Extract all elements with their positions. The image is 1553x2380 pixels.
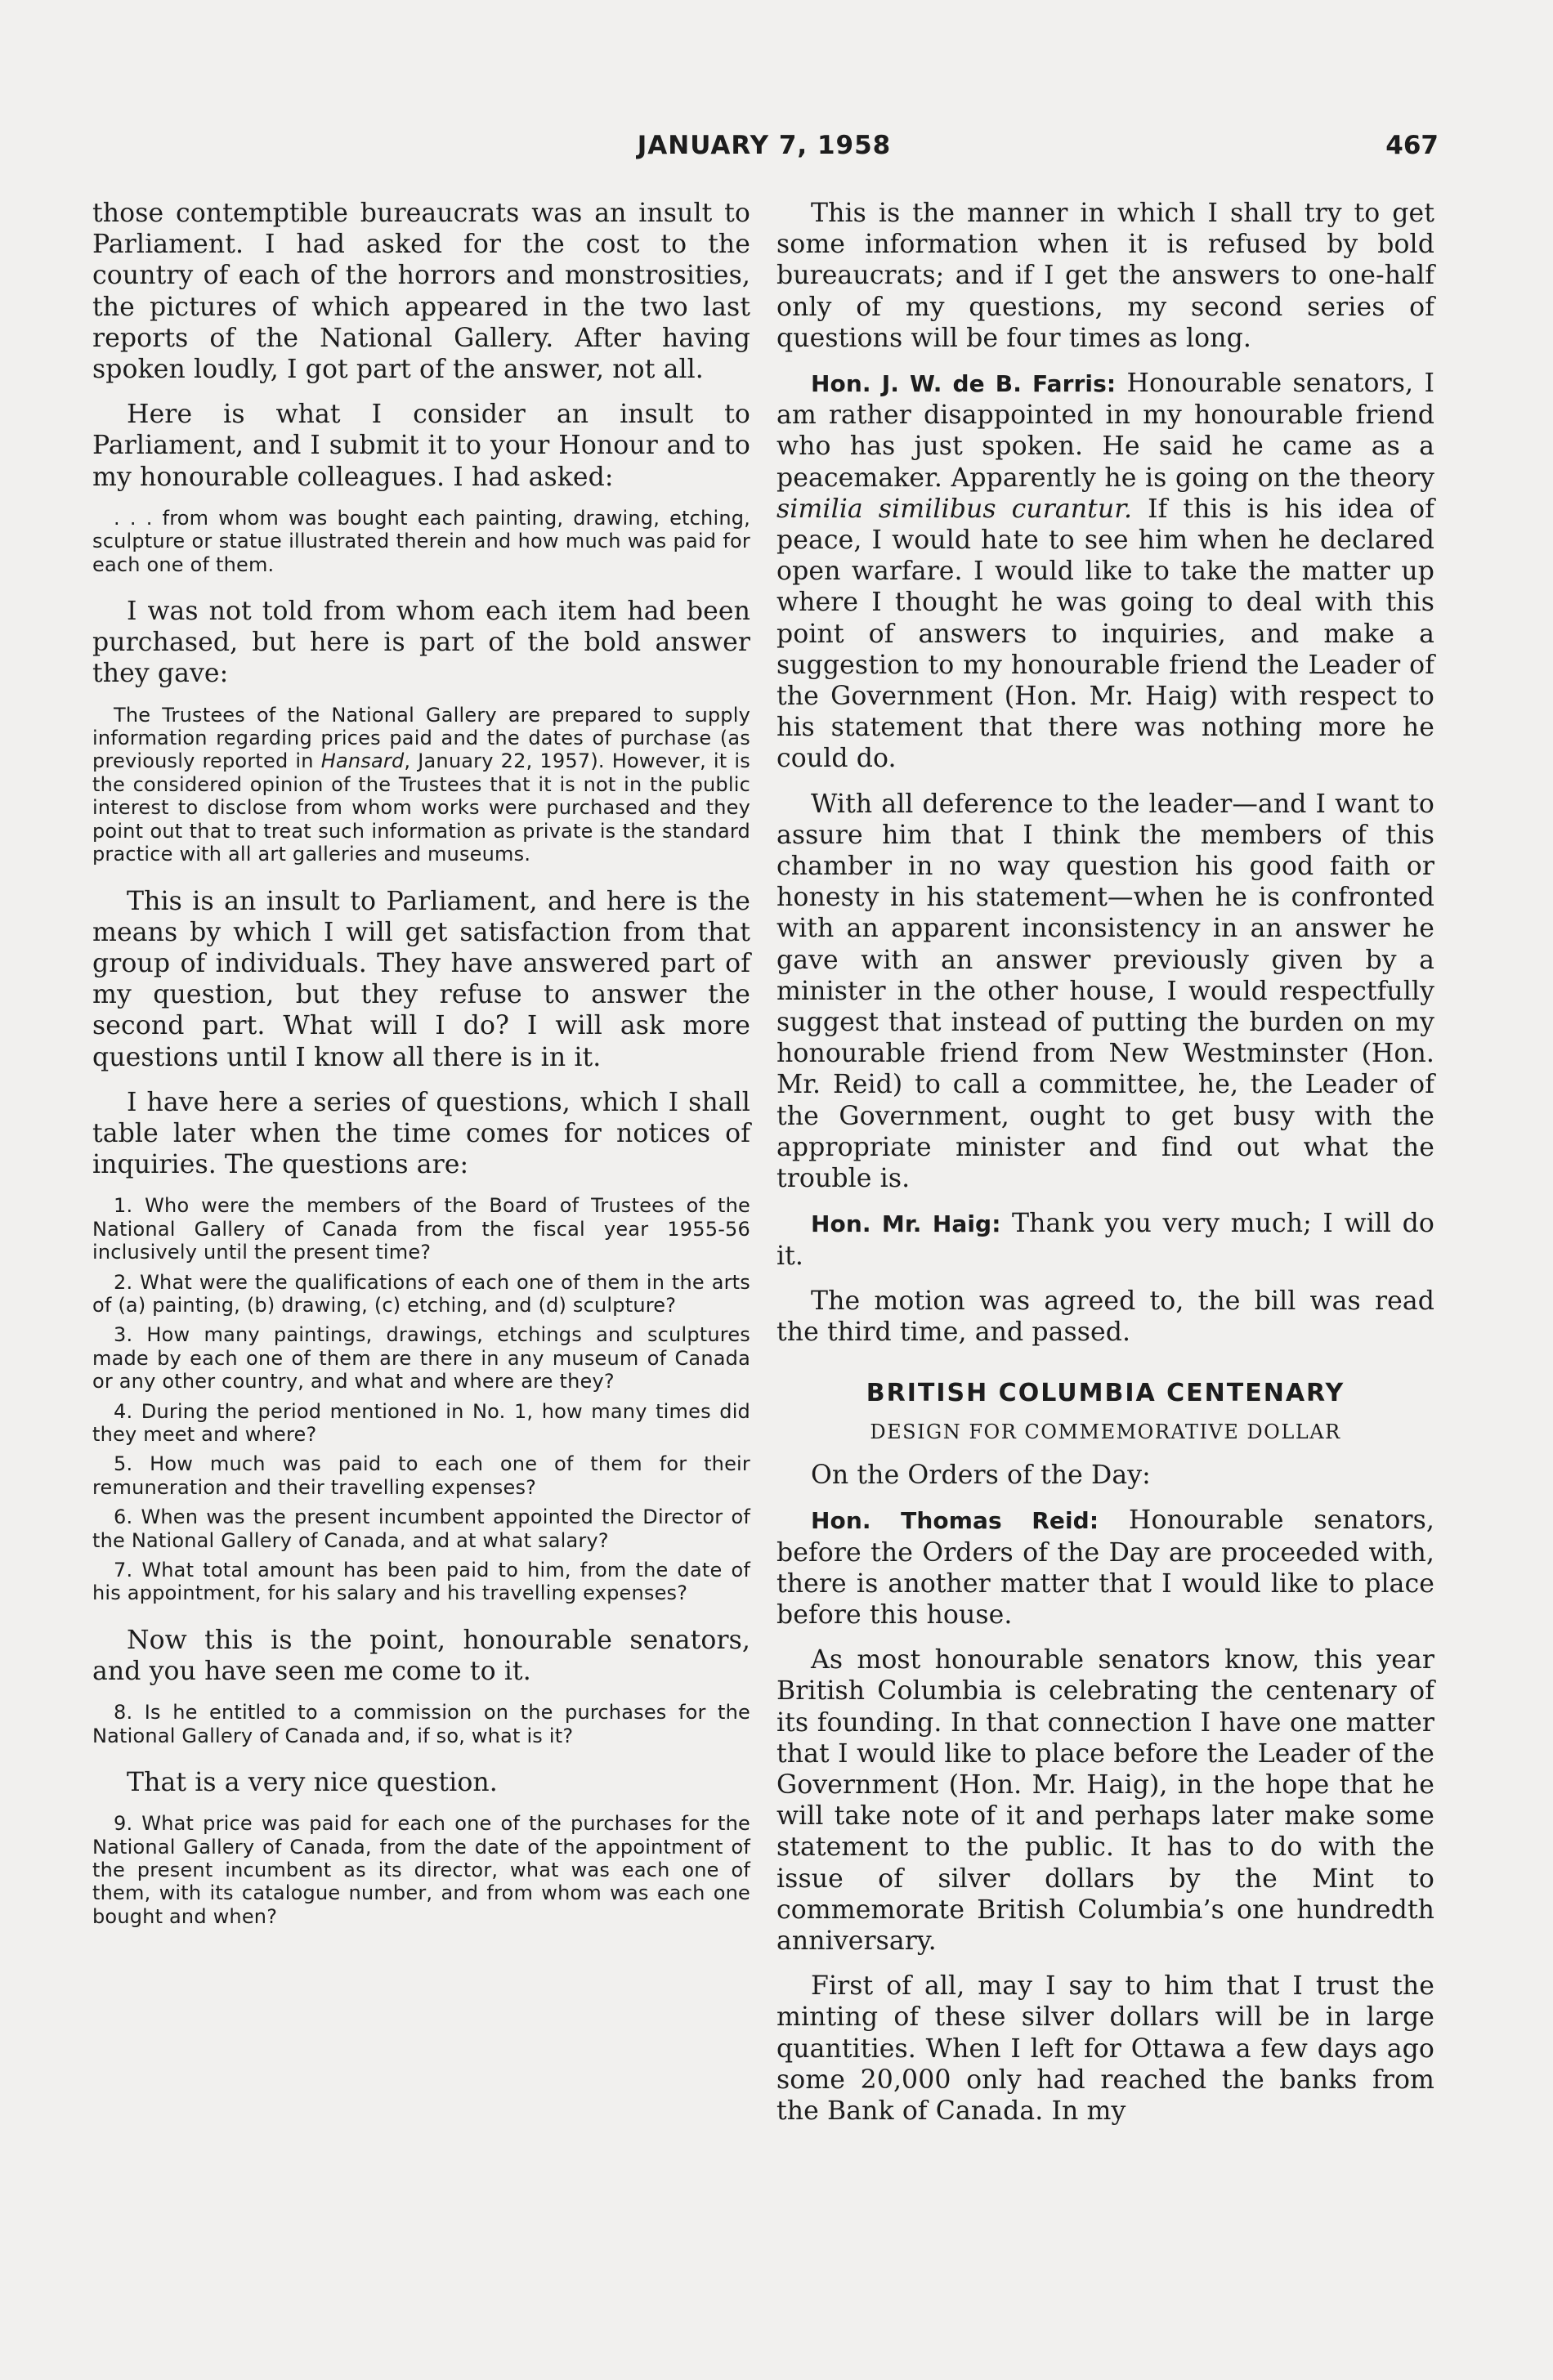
running-head: JANUARY 7, 1958 [637, 131, 892, 160]
question-item: 5. How much was paid to each one of them for their remuneration and their travelling expenses? [92, 1452, 750, 1499]
page-number: 467 [1385, 131, 1439, 160]
paragraph: This is an insult to Parliament, and here is the means by which I will get satisfaction from that group of individuals. They have answered part of my question, but they refuse to answer the second part. What will I do? I will ask more questions until I know all there is in it. [92, 886, 750, 1072]
quote-text: The Trustees of the National Gallery are prepared to supply information regarding prices paid and the dates of purchase (as previously reported in [92, 703, 750, 773]
speech-reid [776, 1505, 1434, 1631]
question-item: 8. Is he entitled to a commission on the purchases for the National Gallery of Canada and, if so, what is it? [92, 1701, 750, 1747]
page-header [90, 131, 1439, 163]
speaker-name: Hon. Mr. Haig: [811, 1210, 1001, 1238]
paragraph: I have here a series of questions, which I shall table later when the time comes for notices of inquiries. The questions are: [92, 1087, 750, 1180]
section-title: BRITISH COLUMBIA CENTENARY [866, 1379, 1345, 1408]
paragraph: I was not told from whom each item had been purchased, but here is part of the bold answer they gave: [92, 597, 750, 689]
question-item: 6. When was the present incumbent appointed the Director of the National Gallery of Canada, and at what salary? [92, 1505, 750, 1552]
question-item: 9. What price was paid for each one of the purchases for the National Gallery of Canada, from the date of the appointment of the present incumbent as its director, what was each one of them, with its catalogue number, and from whom was each one bought and when? [92, 1812, 750, 1928]
quoted-answer [92, 704, 750, 866]
speech-text: If this is his idea of peace, I would hate to see him when he declared open warfare. I would like to take the matter up where I thought he was going to deal with this point of answers to inquiries, and make a suggestion to my honourable friend the Leader of the Government (Hon. Mr. Haig) with respect to his statement that there was nothing more he could do. [776, 494, 1434, 774]
paragraph: This is the manner in which I shall try to get some information when it is refused by bold bureaucrats; and if I get the answers to one-half only of my questions, my second series of questions will be four times as long. [776, 199, 1434, 353]
question-item: 2. What were the qualifications of each one of them in the arts of (a) painting, (b) drawing, (c) etching, and (d) sculpture? [92, 1270, 750, 1317]
paragraph: With all deference to the leader—and I want to assure him that I think the members of this chamber in no way question his good faith or honesty in his statement—when he is confronted with an apparent inconsistency in an answer he gave with an answer previously given by a minister in the other house, I would respectfully suggest that instead of putting the burden on my honourable friend from New Westminster (Hon. Mr. Reid) to call a committee, he, the Leader of the Government, ought to get busy with the appropriate minister and find out what the trouble is. [776, 789, 1434, 1194]
speech-haig [776, 1208, 1434, 1271]
paragraph: On the Orders of the Day: [811, 1461, 1151, 1491]
question-item: 3. How many paintings, drawings, etchings and sculptures made by each one of them are there in any museum of Canada or any other country, and what and where are they? [92, 1323, 750, 1394]
section-subtitle: DESIGN FOR COMMEMORATIVE DOLLAR [870, 1420, 1341, 1444]
paragraph: First of all, may I say to him that I trust the minting of these silver dollars will be in large quantities. When I left for Ottawa a few days ago some 20,000 only had reached the banks from the Bank of Canada. In my [776, 1971, 1434, 2126]
right-column [776, 198, 1434, 2141]
speech-text: Honourable senators, I am rather disappointed in my honourable friend who has just spoken. He said he came as a peacemaker. Apparently he is going on the theory [776, 369, 1434, 493]
speaker-name: Hon. Thomas Reid: [811, 1507, 1099, 1535]
speaker-name: Hon. J. W. de B. Farris: [811, 370, 1117, 398]
question-item: 4. During the period mentioned in No. 1, how many times did they meet and where? [92, 1399, 750, 1446]
question-item: 7. What total amount has been paid to him, from the date of his appointment, for his salary and his travelling expenses? [92, 1559, 750, 1605]
speech-italic: similia similibus curantur. [776, 494, 1133, 524]
paragraph: Here is what I consider an insult to Parliament, and I submit it to your Honour and to my honourable colleagues. I had asked: [92, 400, 750, 492]
paragraph: As most honourable senators know, this year British Columbia is celebrating the centenary of its founding. In that connection I have one matter that I would like to place before the Leader of the Government (Hon. Mr. Haig), in the hope that he will take note of it and perhaps later make some statement to the public. It has to do with the issue of silver dollars by the Mint to commemorate British Columbia’s one hundredth anniversary. [776, 1645, 1434, 1956]
left-column [92, 198, 750, 1935]
paragraph: The motion was agreed to, the bill was read the third time, and passed. [776, 1286, 1434, 1347]
quote-text: , January 22, 1957). However, it is the considered opinion of the Trustees that it is not in the public interest to disclose from whom works were purchased and they point out that to treat such information as private is the standard practice with all art galleries and museums. [92, 749, 750, 866]
paragraph: Now this is the point, honourable senators, and you have seen me come to it. [92, 1625, 750, 1687]
speech-text: Thank you very much; I will do it. [776, 1209, 1434, 1271]
quoted-question: . . . from whom was bought each painting, drawing, etching, sculpture or statue illustrated therein and how much was paid for each one of them. [92, 506, 750, 576]
speech-farris [776, 368, 1434, 775]
paragraph: That is a very nice question. [127, 1768, 498, 1798]
question-item: 1. Who were the members of the Board of Trustees of the National Gallery of Canada from the fiscal year 1955-56 inclusively until the present time? [92, 1194, 750, 1264]
quote-italic: Hansard [320, 749, 405, 773]
speech-text: Honourable senators, before the Orders of the Day are proceeded with, there is another matter that I would like to place before this house. [776, 1505, 1434, 1630]
paragraph: those contemptible bureaucrats was an insult to Parliament. I had asked for the cost to the country of each of the horrors and monstrosities, the pictures of which appeared in the two last reports of the National Gallery. After having spoken loudly, I got part of the answer, not all. [92, 199, 750, 385]
